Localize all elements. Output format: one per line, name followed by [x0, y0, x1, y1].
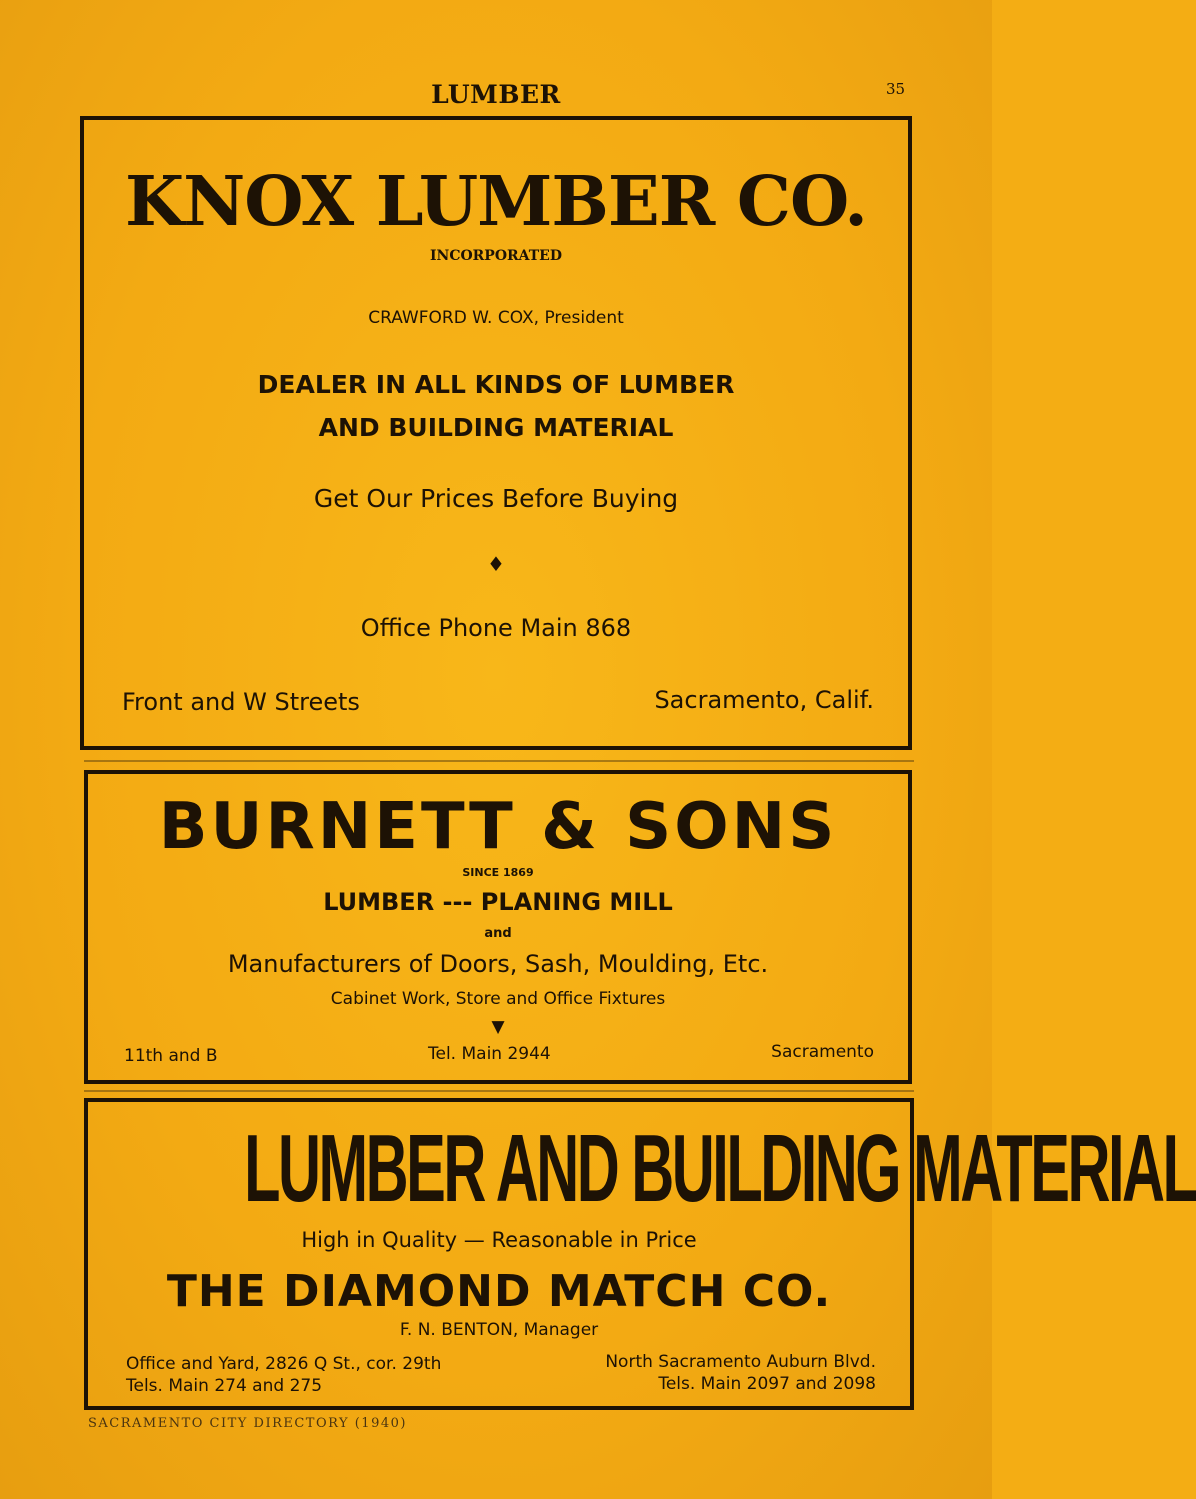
- burnett-sons-ad: [84, 770, 912, 1084]
- manager-line: F. N. BENTON, Manager: [399, 1320, 599, 1340]
- footer: SACRAMENTO CITY DIRECTORY (1940): [88, 1416, 407, 1431]
- since-label: SINCE 1869: [462, 866, 534, 879]
- section-title: LUMBER: [431, 80, 561, 109]
- divider: [84, 760, 914, 762]
- divider: [84, 1090, 914, 1092]
- company-name: THE DIAMOND MATCH CO.: [166, 1266, 832, 1317]
- president-line: CRAWFORD W. COX, President: [368, 308, 624, 328]
- office-address: Office and Yard, 2826 Q St., cor. 29th: [126, 1354, 442, 1374]
- triangle-ornament-icon: ▼: [491, 1017, 505, 1037]
- street-address: Front and W Streets: [122, 688, 360, 716]
- quality-slogan: High in Quality — Reasonable in Price: [301, 1228, 697, 1252]
- page-number: 35: [886, 80, 906, 98]
- dealer-line-2: AND BUILDING MATERIAL: [318, 413, 674, 442]
- company-name: BURNETT & SONS: [158, 790, 838, 864]
- dealer-line-1: DEALER IN ALL KINDS OF LUMBER: [257, 370, 735, 399]
- diamond-match-ad: [84, 1098, 1196, 1410]
- knox-lumber-ad: [80, 116, 912, 750]
- manufacturers-line: Manufacturers of Doors, Sash, Moulding, Etc.: [227, 950, 769, 978]
- and-label: and: [484, 926, 512, 941]
- office-phone: Office Phone Main 868: [360, 614, 632, 642]
- diamond-ornament-icon: ♦: [487, 552, 505, 576]
- lumber-planing-line: LUMBER --- PLANING MILL: [323, 888, 673, 916]
- street-address: 11th and B: [124, 1046, 218, 1066]
- incorporated-label: INCORPORATED: [429, 248, 562, 264]
- headline: LUMBER AND BUILDING MATERIAL: [244, 1115, 1196, 1222]
- company-name: KNOX LUMBER CO.: [125, 162, 867, 242]
- north-phones: Tels. Main 2097 and 2098: [658, 1374, 876, 1394]
- prices-slogan: Get Our Prices Before Buying: [313, 484, 679, 513]
- city: Sacramento: [771, 1042, 874, 1062]
- office-phones: Tels. Main 274 and 275: [126, 1376, 323, 1396]
- cabinet-line: Cabinet Work, Store and Office Fixtures: [330, 989, 666, 1009]
- city: Sacramento, Calif.: [654, 686, 874, 714]
- north-address: North Sacramento Auburn Blvd.: [605, 1352, 876, 1372]
- telephone: Tel. Main 2944: [428, 1044, 551, 1064]
